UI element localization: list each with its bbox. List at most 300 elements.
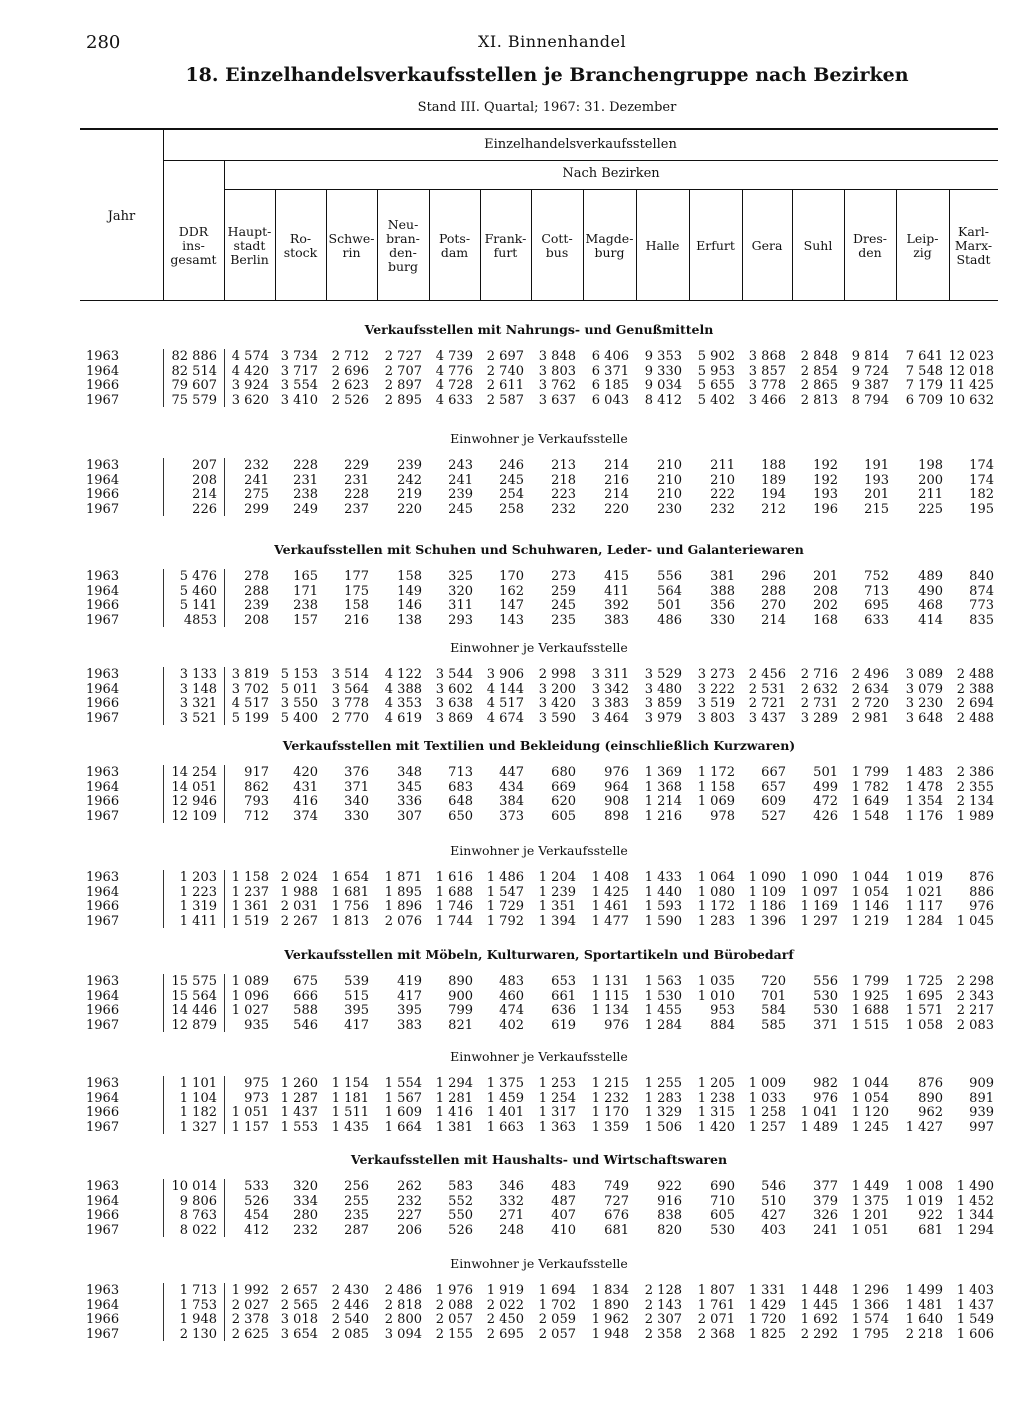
table-cell: 336	[397, 794, 422, 809]
table-cell: 412	[244, 1222, 269, 1238]
header-district: Haupt-	[227, 224, 272, 239]
table-cell: 1 427	[905, 1119, 943, 1135]
table-cell: 1 258	[748, 1105, 786, 1120]
table-cell: 2 388	[956, 681, 994, 697]
table-cell: 1 445	[800, 1297, 838, 1313]
table-cell: 5 655	[697, 378, 735, 393]
table-cell: 14 254	[171, 765, 217, 780]
table-cell: 3 848	[538, 349, 576, 364]
header-district: den-	[389, 245, 417, 260]
table-cell: 1 096	[231, 988, 269, 1004]
table-cell: 2 531	[748, 681, 786, 697]
header-district: dam	[440, 245, 469, 260]
table-cell: 526	[244, 1193, 269, 1209]
year-label: 1967	[86, 913, 120, 929]
table-cell: 1 204	[538, 870, 576, 885]
table-cell: 530	[710, 1222, 735, 1238]
table-cell: 1 090	[800, 870, 838, 885]
table-cell: 1 315	[697, 1105, 735, 1120]
table-cell: 713	[864, 583, 889, 599]
table-cell: 1 381	[435, 1119, 473, 1135]
table-cell: 3 803	[697, 710, 735, 726]
table-cell: 1 511	[331, 1105, 369, 1120]
table-cell: 193	[864, 472, 889, 488]
table-cell: 976	[813, 1090, 838, 1106]
table-cell: 2 488	[956, 710, 994, 726]
table-cell: 1 408	[591, 870, 629, 885]
table-cell: 4 574	[231, 349, 269, 364]
header-district: Leip-	[906, 231, 939, 246]
table-cell: 2 217	[956, 1003, 994, 1018]
table-cell: 680	[551, 765, 576, 780]
table-cell: 1 640	[905, 1312, 943, 1327]
table-cell: 208	[192, 472, 217, 488]
table-cell: 1 021	[905, 884, 943, 900]
table-cell: 2 076	[384, 913, 422, 929]
table-cell: 1 490	[956, 1179, 994, 1194]
table-cell: 346	[499, 1179, 524, 1194]
table-cell: 490	[918, 583, 943, 599]
table-cell: 1 283	[644, 1090, 682, 1106]
table-cell: 3 648	[905, 710, 943, 726]
table-cell: 5 199	[231, 710, 269, 726]
table-cell: 908	[604, 794, 629, 809]
table-cell: 288	[244, 583, 269, 599]
header-district: Magde-	[585, 231, 634, 246]
table-cell: 1 799	[851, 765, 889, 780]
table-cell: 220	[604, 501, 629, 517]
header-district: den	[858, 245, 882, 260]
table-cell: 1 203	[179, 870, 217, 885]
table-cell: 198	[918, 458, 943, 473]
table-cell: 1 753	[179, 1297, 217, 1313]
table-cell: 483	[499, 974, 524, 989]
table-cell: 7 641	[905, 349, 943, 364]
table-cell: 371	[344, 779, 369, 795]
table-cell: 296	[761, 569, 786, 584]
rule-top	[80, 128, 998, 130]
table-cell: 2 540	[331, 1312, 369, 1327]
table-cell: 1 574	[851, 1312, 889, 1327]
table-cell: 884	[710, 1017, 735, 1033]
table-cell: 3 638	[435, 696, 473, 711]
table-cell: 3 519	[697, 696, 735, 711]
table-cell: 1 890	[591, 1297, 629, 1313]
table-cell: 1 284	[644, 1017, 682, 1033]
table-cell: 4 633	[435, 392, 473, 408]
year-label: 1963	[86, 1076, 120, 1091]
table-cell: 162	[499, 583, 524, 599]
table-cell: 174	[969, 458, 994, 473]
header-district: Schwe-	[328, 231, 375, 246]
table-cell: 3 079	[905, 681, 943, 697]
table-cell: 3 654	[280, 1326, 318, 1342]
table-cell: 749	[604, 1179, 629, 1194]
table-cell: 2 071	[697, 1312, 735, 1327]
table-cell: 245	[448, 501, 473, 517]
year-label: 1964	[86, 779, 120, 795]
table-cell: 222	[710, 487, 735, 502]
table-cell: 1 834	[591, 1283, 629, 1298]
section-label: Verkaufsstellen mit Haushalts- und Wirtschaftswaren	[350, 1152, 728, 1167]
table-cell: 710	[710, 1193, 735, 1209]
table-cell: 501	[657, 598, 682, 613]
table-cell: 1 962	[591, 1312, 629, 1327]
table-cell: 499	[813, 779, 838, 795]
table-cell: 416	[293, 794, 318, 809]
table-cell: 228	[293, 458, 318, 473]
table-cell: 211	[710, 458, 735, 473]
table-cell: 411	[604, 583, 629, 599]
table-cell: 1 519	[231, 913, 269, 929]
table-cell: 1 027	[231, 1003, 269, 1018]
table-cell: 6 406	[591, 349, 629, 364]
table-cell: 5 902	[697, 349, 735, 364]
table-cell: 1 369	[644, 765, 682, 780]
table-cell: 447	[499, 765, 524, 780]
table-cell: 4 122	[384, 667, 422, 682]
table-cell: 226	[192, 501, 217, 517]
table-cell: 10 014	[171, 1179, 217, 1194]
table-cell: 2 128	[644, 1283, 682, 1298]
table-cell: 231	[344, 472, 369, 488]
table-cell: 192	[813, 472, 838, 488]
table-cell: 388	[710, 583, 735, 599]
table-cell: 1 287	[280, 1090, 318, 1106]
table-cell: 1 403	[956, 1283, 994, 1298]
table-cell: 605	[710, 1208, 735, 1223]
table-cell: 2 486	[384, 1283, 422, 1298]
table-cell: 2 267	[280, 913, 318, 929]
table-cell: 2 358	[644, 1326, 682, 1342]
table-cell: 242	[397, 472, 422, 488]
table-cell: 890	[448, 974, 473, 989]
table-cell: 14 051	[171, 779, 217, 795]
table-cell: 1 281	[435, 1090, 473, 1106]
section-label: Einwohner je Verkaufsstelle	[450, 1256, 628, 1271]
section-label: Einwohner je Verkaufsstelle	[450, 431, 628, 446]
table-cell: 1 571	[905, 1003, 943, 1018]
table-cell: 5 476	[179, 569, 217, 584]
table-cell: 1 725	[905, 974, 943, 989]
table-cell: 9 387	[851, 378, 889, 393]
table-cell: 1 567	[384, 1090, 422, 1106]
table-cell: 2 027	[231, 1297, 269, 1313]
table-cell: 1 795	[851, 1326, 889, 1342]
table-cell: 15 564	[171, 988, 217, 1004]
table-cell: 890	[918, 1090, 943, 1106]
section-label: Verkaufsstellen mit Textilien und Bekleidung (einschließlich Kurzwaren)	[282, 738, 796, 753]
table-cell: 2 292	[800, 1326, 838, 1342]
year-label: 1966	[86, 1105, 120, 1120]
table-cell: 752	[864, 569, 889, 584]
table-cell: 3 437	[748, 710, 786, 726]
table-cell: 376	[344, 765, 369, 780]
header-district: bran-	[386, 231, 420, 246]
table-cell: 4853	[183, 612, 217, 628]
table-cell: 1 215	[591, 1076, 629, 1091]
table-cell: 6 043	[591, 392, 629, 408]
table-cell: 501	[813, 765, 838, 780]
table-cell: 235	[551, 612, 576, 628]
table-cell: 953	[710, 1003, 735, 1018]
year-label: 1967	[86, 392, 120, 408]
table-cell: 2 770	[331, 710, 369, 726]
table-cell: 1 481	[905, 1297, 943, 1313]
table-cell: 1 948	[179, 1312, 217, 1327]
table-cell: 5 400	[280, 710, 318, 726]
table-cell: 1 925	[851, 988, 889, 1004]
table-cell: 214	[761, 612, 786, 628]
table-cell: 1 219	[851, 913, 889, 929]
table-cell: 820	[657, 1222, 682, 1238]
table-cell: 2 731	[800, 696, 838, 711]
year-label: 1963	[86, 974, 120, 989]
table-cell: 1 296	[851, 1283, 889, 1298]
table-cell: 1 713	[179, 1283, 217, 1298]
table-cell: 235	[344, 1208, 369, 1223]
table-cell: 1 420	[697, 1119, 735, 1135]
table-cell: 9 034	[644, 378, 682, 393]
table-cell: 174	[969, 472, 994, 488]
table-cell: 5 402	[697, 392, 735, 408]
table-cell: 922	[918, 1208, 943, 1223]
table-subtitle: Stand III. Quartal; 1967: 31. Dezember	[417, 100, 677, 115]
table-cell: 1 257	[748, 1119, 786, 1135]
table-cell: 8 794	[851, 392, 889, 408]
table-cell: 546	[761, 1179, 786, 1194]
table-cell: 556	[657, 569, 682, 584]
table-cell: 3 590	[538, 710, 576, 726]
table-cell: 3 133	[179, 667, 217, 682]
table-cell: 3 803	[538, 363, 576, 379]
table-cell: 1 396	[748, 913, 786, 929]
table-cell: 1 284	[905, 913, 943, 929]
table-cell: 232	[244, 458, 269, 473]
table-cell: 876	[969, 870, 994, 885]
table-cell: 1 090	[748, 870, 786, 885]
table-cell: 1 919	[486, 1283, 524, 1298]
header-district: Marx-	[954, 238, 993, 253]
table-cell: 1 054	[851, 1090, 889, 1106]
table-cell: 460	[499, 988, 524, 1004]
table-cell: 2 085	[331, 1326, 369, 1342]
table-cell: 891	[969, 1090, 994, 1106]
table-cell: 474	[499, 1003, 524, 1018]
table-cell: 1 593	[644, 899, 682, 914]
table-cell: 1 681	[331, 884, 369, 900]
table-cell: 2 057	[435, 1312, 473, 1327]
table-cell: 2 897	[384, 378, 422, 393]
table-cell: 1 416	[435, 1105, 473, 1120]
rule-header-sub	[224, 189, 998, 190]
table-cell: 909	[969, 1076, 994, 1091]
table-cell: 1 232	[591, 1090, 629, 1106]
table-cell: 3 857	[748, 363, 786, 379]
table-cell: 2 740	[486, 363, 524, 379]
section-label: Einwohner je Verkaufsstelle	[450, 843, 628, 858]
table-cell: 720	[761, 974, 786, 989]
table-cell: 165	[293, 569, 318, 584]
header-district: zig	[913, 245, 932, 260]
table-cell: 1 033	[748, 1090, 786, 1106]
table-cell: 1 477	[591, 913, 629, 929]
table-cell: 9 330	[644, 363, 682, 379]
table-cell: 840	[969, 569, 994, 584]
table-cell: 2 707	[384, 363, 422, 379]
header-district: Frank-	[484, 231, 527, 246]
table-cell: 208	[244, 612, 269, 628]
table-cell: 212	[761, 501, 786, 517]
table-cell: 526	[448, 1222, 473, 1238]
table-cell: 381	[710, 569, 735, 584]
table-cell: 311	[448, 598, 473, 613]
table-cell: 379	[813, 1193, 838, 1209]
table-cell: 82 514	[171, 363, 217, 379]
table-cell: 1 146	[851, 899, 889, 914]
table-cell: 3 464	[591, 710, 629, 726]
table-cell: 211	[918, 487, 943, 502]
table-cell: 2 430	[331, 1283, 369, 1298]
table-cell: 320	[448, 583, 473, 599]
header-district: Cott-	[541, 231, 573, 246]
table-cell: 82 886	[171, 349, 217, 364]
table-cell: 3 717	[280, 363, 318, 379]
table-cell: 1 435	[331, 1119, 369, 1135]
table-cell: 2 587	[486, 392, 524, 408]
section-label: Verkaufsstellen mit Nahrungs- und Genußmitteln	[364, 322, 714, 337]
table-cell: 2 496	[851, 667, 889, 682]
table-cell: 5 153	[280, 667, 318, 682]
table-cell: 976	[969, 899, 994, 914]
table-cell: 14 446	[171, 1003, 217, 1018]
table-cell: 584	[761, 1003, 786, 1018]
table-cell: 307	[397, 808, 422, 824]
table-cell: 4 517	[231, 696, 269, 711]
table-cell: 3 148	[179, 681, 217, 697]
table-cell: 79 607	[171, 378, 217, 393]
table-cell: 2 981	[851, 710, 889, 726]
table-cell: 210	[657, 458, 682, 473]
table-cell: 1 214	[644, 794, 682, 809]
table-cell: 675	[293, 974, 318, 989]
table-cell: 348	[397, 765, 422, 780]
table-cell: 3 480	[644, 681, 682, 697]
table-cell: 4 388	[384, 681, 422, 697]
table-cell: 3 289	[800, 710, 838, 726]
table-cell: 210	[710, 472, 735, 488]
table-cell: 1 329	[644, 1105, 682, 1120]
table-cell: 1 351	[538, 899, 576, 914]
table-cell: 229	[344, 458, 369, 473]
section-label: Einwohner je Verkaufsstelle	[450, 1049, 628, 1064]
table-cell: 1 547	[486, 884, 524, 900]
table-cell: 489	[918, 569, 943, 584]
table-cell: 1 331	[748, 1283, 786, 1298]
table-cell: 976	[604, 765, 629, 780]
table-cell: 201	[864, 487, 889, 502]
table-cell: 255	[344, 1193, 369, 1209]
table-cell: 3 554	[280, 378, 318, 393]
year-label: 1963	[86, 870, 120, 885]
table-cell: 1 170	[591, 1105, 629, 1120]
header-district: Suhl	[803, 238, 833, 253]
table-cell: 2 727	[384, 349, 422, 364]
table-cell: 2 298	[956, 974, 994, 989]
table-cell: 288	[761, 583, 786, 599]
table-cell: 1 486	[486, 870, 524, 885]
header-district: Berlin	[230, 252, 269, 267]
table-cell: 177	[344, 569, 369, 584]
table-cell: 1 813	[331, 913, 369, 929]
table-cell: 1 359	[591, 1119, 629, 1135]
table-cell: 1 692	[800, 1312, 838, 1327]
table-cell: 4 739	[435, 349, 473, 364]
table-cell: 510	[761, 1193, 786, 1209]
table-cell: 821	[448, 1017, 473, 1033]
table-cell: 653	[551, 974, 576, 989]
table-cell: 916	[657, 1193, 682, 1209]
year-label: 1967	[86, 1222, 120, 1238]
table-cell: 1 375	[486, 1076, 524, 1091]
table-cell: 232	[293, 1222, 318, 1238]
table-cell: 8 022	[179, 1222, 217, 1238]
table-cell: 1 051	[231, 1105, 269, 1120]
table-cell: 3 819	[231, 667, 269, 682]
table-cell: 5 011	[280, 681, 318, 697]
table-cell: 1 694	[538, 1283, 576, 1298]
table-cell: 1 530	[644, 988, 682, 1004]
table-cell: 1 429	[748, 1297, 786, 1313]
table-cell: 1 019	[905, 870, 943, 885]
table-cell: 1 746	[435, 899, 473, 914]
table-cell: 690	[710, 1179, 735, 1194]
table-cell: 1 554	[384, 1076, 422, 1091]
table-cell: 201	[813, 569, 838, 584]
table-cell: 2 716	[800, 667, 838, 682]
table-cell: 3 564	[331, 681, 369, 697]
table-cell: 377	[813, 1179, 838, 1194]
table-cell: 2 611	[486, 378, 524, 393]
table-cell: 258	[499, 501, 524, 517]
table-cell: 1 186	[748, 899, 786, 914]
table-cell: 3 466	[748, 392, 786, 408]
year-label: 1966	[86, 598, 120, 613]
table-cell: 2 343	[956, 988, 994, 1004]
table-cell: 1 988	[280, 884, 318, 900]
table-cell: 1 172	[697, 765, 735, 780]
table-cell: 1 154	[331, 1076, 369, 1091]
table-cell: 515	[344, 988, 369, 1004]
table-cell: 681	[604, 1222, 629, 1238]
table-cell: 619	[551, 1017, 576, 1033]
table-cell: 1 663	[486, 1119, 524, 1135]
table-cell: 270	[761, 598, 786, 613]
table-cell: 1 425	[591, 884, 629, 900]
year-label: 1967	[86, 612, 120, 628]
table-cell: 7 179	[905, 378, 943, 393]
year-label: 1963	[86, 458, 120, 473]
table-cell: 1 702	[538, 1297, 576, 1313]
table-cell: 192	[813, 458, 838, 473]
year-label: 1964	[86, 1090, 120, 1106]
table-cell: 1 744	[435, 913, 473, 929]
table-cell: 232	[710, 501, 735, 517]
table-cell: 220	[397, 501, 422, 517]
table-cell: 238	[293, 487, 318, 502]
table-cell: 2 143	[644, 1297, 682, 1313]
table-cell: 5 141	[179, 598, 217, 613]
